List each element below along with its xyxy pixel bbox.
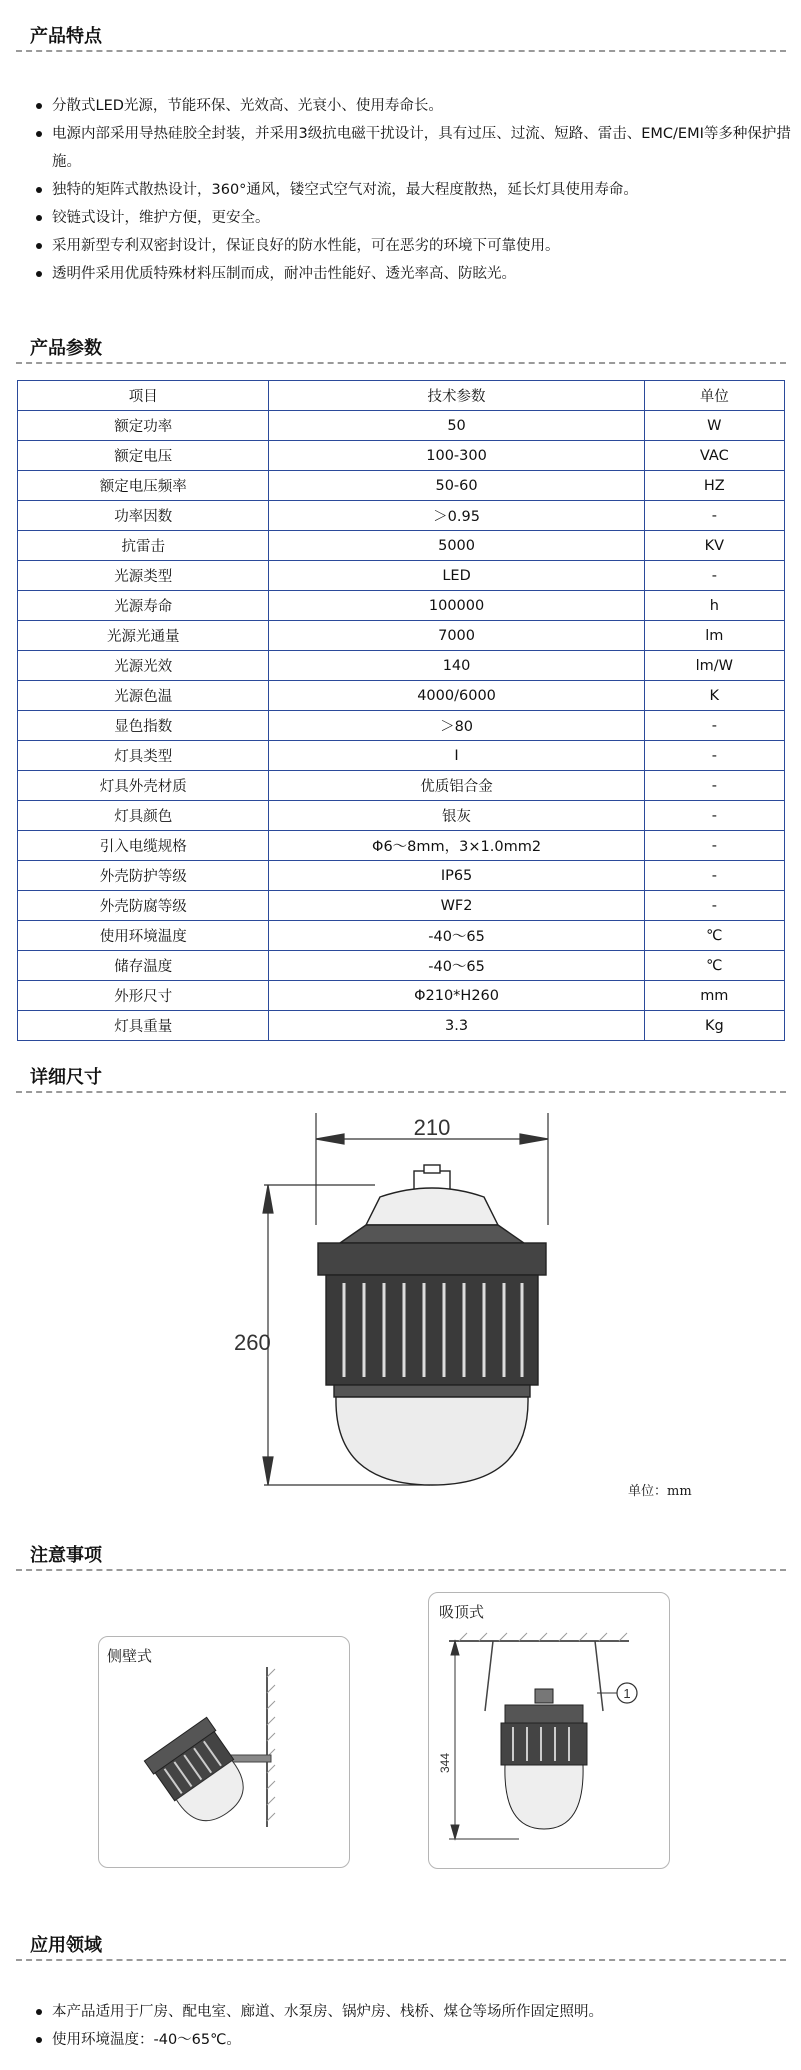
ceiling-mount-label: 吸顶式 bbox=[439, 1603, 485, 1621]
notes-title: 注意事项 bbox=[30, 1545, 102, 1566]
section-divider bbox=[16, 50, 786, 52]
lamp-icon bbox=[318, 1165, 546, 1485]
table-row bbox=[18, 951, 785, 981]
param-value-cell: 50 bbox=[269, 411, 644, 441]
param-unit-cell: - bbox=[644, 891, 784, 921]
section-divider bbox=[16, 1091, 786, 1093]
wall-mount-diagram bbox=[99, 1637, 349, 1867]
table-row bbox=[18, 651, 785, 681]
width-label: 210 bbox=[413, 1115, 451, 1140]
application-list bbox=[34, 1998, 794, 2054]
param-unit-cell: HZ bbox=[644, 471, 784, 501]
section-divider bbox=[16, 1959, 786, 1961]
list-item: 使用环境温度：-40～65℃。 bbox=[34, 2026, 794, 2054]
param-value-cell: 100000 bbox=[269, 591, 644, 621]
param-value-cell: LED bbox=[269, 561, 644, 591]
callout-number: 1 bbox=[623, 1686, 631, 1701]
table-row bbox=[18, 411, 785, 441]
param-value-cell: IP65 bbox=[269, 861, 644, 891]
table-row bbox=[18, 831, 785, 861]
param-name-cell: 光源光通量 bbox=[18, 621, 269, 651]
list-item: 铰链式设计，维护方便，更安全。 bbox=[34, 204, 794, 232]
table-row bbox=[18, 591, 785, 621]
section-divider bbox=[16, 362, 786, 364]
arrow-icon bbox=[520, 1134, 548, 1144]
wall-mount-label: 侧壁式 bbox=[107, 1647, 153, 1665]
param-unit-cell: VAC bbox=[644, 441, 784, 471]
params-title: 产品参数 bbox=[30, 338, 102, 359]
column-header: 单位 bbox=[644, 381, 784, 411]
features-list bbox=[34, 92, 794, 288]
arrow-icon bbox=[263, 1457, 273, 1485]
table-row bbox=[18, 771, 785, 801]
param-name-cell: 外壳防腐等级 bbox=[18, 891, 269, 921]
param-value-cell: WF2 bbox=[269, 891, 644, 921]
param-unit-cell: lm/W bbox=[644, 651, 784, 681]
table-row bbox=[18, 1011, 785, 1041]
param-unit-cell: h bbox=[644, 591, 784, 621]
param-name-cell: 显色指数 bbox=[18, 711, 269, 741]
table-row bbox=[18, 681, 785, 711]
table-header-row bbox=[18, 381, 785, 411]
table-row bbox=[18, 621, 785, 651]
param-name-cell: 灯具颜色 bbox=[18, 801, 269, 831]
param-name-cell: 灯具重量 bbox=[18, 1011, 269, 1041]
height-label: 260 bbox=[234, 1330, 271, 1355]
param-value-cell: -40～65 bbox=[269, 951, 644, 981]
column-header: 项目 bbox=[18, 381, 269, 411]
param-value-cell: 银灰 bbox=[269, 801, 644, 831]
list-item: 分散式LED光源，节能环保、光效高、光衰小、使用寿命长。 bbox=[34, 92, 794, 120]
param-unit-cell: - bbox=[644, 861, 784, 891]
param-value-cell: 100-300 bbox=[269, 441, 644, 471]
list-item: 电源内部采用导热硅胶全封装，并采用3级抗电磁干扰设计，具有过压、过流、短路、雷击、EMC/EMI等多种保护措施。 bbox=[34, 120, 794, 176]
param-name-cell: 额定功率 bbox=[18, 411, 269, 441]
params-table bbox=[17, 380, 785, 1041]
param-unit-cell: W bbox=[644, 411, 784, 441]
param-name-cell: 抗雷击 bbox=[18, 531, 269, 561]
table-row bbox=[18, 711, 785, 741]
application-title: 应用领域 bbox=[30, 1935, 102, 1956]
param-name-cell: 光源寿命 bbox=[18, 591, 269, 621]
param-name-cell: 光源色温 bbox=[18, 681, 269, 711]
param-value-cell: ＞80 bbox=[269, 711, 644, 741]
param-name-cell: 额定电压频率 bbox=[18, 471, 269, 501]
table-row bbox=[18, 921, 785, 951]
ceiling-height-label: 344 bbox=[438, 1752, 452, 1774]
param-name-cell: 外形尺寸 bbox=[18, 981, 269, 1011]
dimensions-title: 详细尺寸 bbox=[30, 1067, 102, 1088]
list-item: 本产品适用于厂房、配电室、廊道、水泵房、锅炉房、栈桥、煤仓等场所作固定照明。 bbox=[34, 1998, 794, 2026]
param-unit-cell: K bbox=[644, 681, 784, 711]
table-row bbox=[18, 801, 785, 831]
param-value-cell: Φ210*H260 bbox=[269, 981, 644, 1011]
table-row bbox=[18, 861, 785, 891]
table-row bbox=[18, 891, 785, 921]
param-name-cell: 使用环境温度 bbox=[18, 921, 269, 951]
ceiling-mount-panel bbox=[428, 1592, 670, 1869]
param-value-cell: 4000/6000 bbox=[269, 681, 644, 711]
param-unit-cell: - bbox=[644, 801, 784, 831]
section-divider bbox=[16, 1569, 786, 1571]
column-header: 技术参数 bbox=[269, 381, 644, 411]
param-unit-cell: - bbox=[644, 741, 784, 771]
param-unit-cell: - bbox=[644, 711, 784, 741]
table-row bbox=[18, 561, 785, 591]
param-unit-cell: mm bbox=[644, 981, 784, 1011]
param-name-cell: 光源类型 bbox=[18, 561, 269, 591]
param-value-cell: Φ6～8mm，3×1.0mm2 bbox=[269, 831, 644, 861]
param-unit-cell: - bbox=[644, 771, 784, 801]
param-unit-cell: - bbox=[644, 831, 784, 861]
param-value-cell: 5000 bbox=[269, 531, 644, 561]
param-value-cell: 7000 bbox=[269, 621, 644, 651]
param-unit-cell: ℃ bbox=[644, 921, 784, 951]
param-value-cell: -40～65 bbox=[269, 921, 644, 951]
lamp-icon bbox=[144, 1699, 283, 1834]
param-name-cell: 灯具外壳材质 bbox=[18, 771, 269, 801]
list-item: 采用新型专利双密封设计，保证良好的防水性能，可在恶劣的环境下可靠使用。 bbox=[34, 232, 794, 260]
dimension-drawing bbox=[230, 1105, 570, 1495]
list-item: 独特的矩阵式散热设计，360°通风，镂空式空气对流，最大程度散热，延长灯具使用寿命。 bbox=[34, 176, 794, 204]
ceiling-mount-diagram bbox=[429, 1593, 669, 1868]
param-value-cell: 3.3 bbox=[269, 1011, 644, 1041]
unit-note: 单位：mm bbox=[628, 1484, 692, 1499]
param-name-cell: 引入电缆规格 bbox=[18, 831, 269, 861]
lamp-icon bbox=[485, 1641, 603, 1829]
param-value-cell: 140 bbox=[269, 651, 644, 681]
table-row bbox=[18, 531, 785, 561]
table-row bbox=[18, 441, 785, 471]
param-unit-cell: - bbox=[644, 561, 784, 591]
param-name-cell: 光源光效 bbox=[18, 651, 269, 681]
arrow-icon bbox=[316, 1134, 344, 1144]
param-name-cell: 灯具类型 bbox=[18, 741, 269, 771]
param-unit-cell: Kg bbox=[644, 1011, 784, 1041]
param-unit-cell: - bbox=[644, 501, 784, 531]
features-title: 产品特点 bbox=[30, 26, 102, 47]
table-row bbox=[18, 471, 785, 501]
param-name-cell: 外壳防护等级 bbox=[18, 861, 269, 891]
param-value-cell: 优质铝合金 bbox=[269, 771, 644, 801]
table-row bbox=[18, 741, 785, 771]
table-row bbox=[18, 981, 785, 1011]
wall-mount-panel bbox=[98, 1636, 350, 1868]
param-unit-cell: lm bbox=[644, 621, 784, 651]
param-name-cell: 储存温度 bbox=[18, 951, 269, 981]
table-row bbox=[18, 501, 785, 531]
param-name-cell: 功率因数 bbox=[18, 501, 269, 531]
param-value-cell: I bbox=[269, 741, 644, 771]
param-unit-cell: ℃ bbox=[644, 951, 784, 981]
param-unit-cell: KV bbox=[644, 531, 784, 561]
param-value-cell: ＞0.95 bbox=[269, 501, 644, 531]
list-item: 透明件采用优质特殊材料压制而成，耐冲击性能好、透光率高、防眩光。 bbox=[34, 260, 794, 288]
arrow-icon bbox=[263, 1185, 273, 1213]
param-value-cell: 50-60 bbox=[269, 471, 644, 501]
param-name-cell: 额定电压 bbox=[18, 441, 269, 471]
